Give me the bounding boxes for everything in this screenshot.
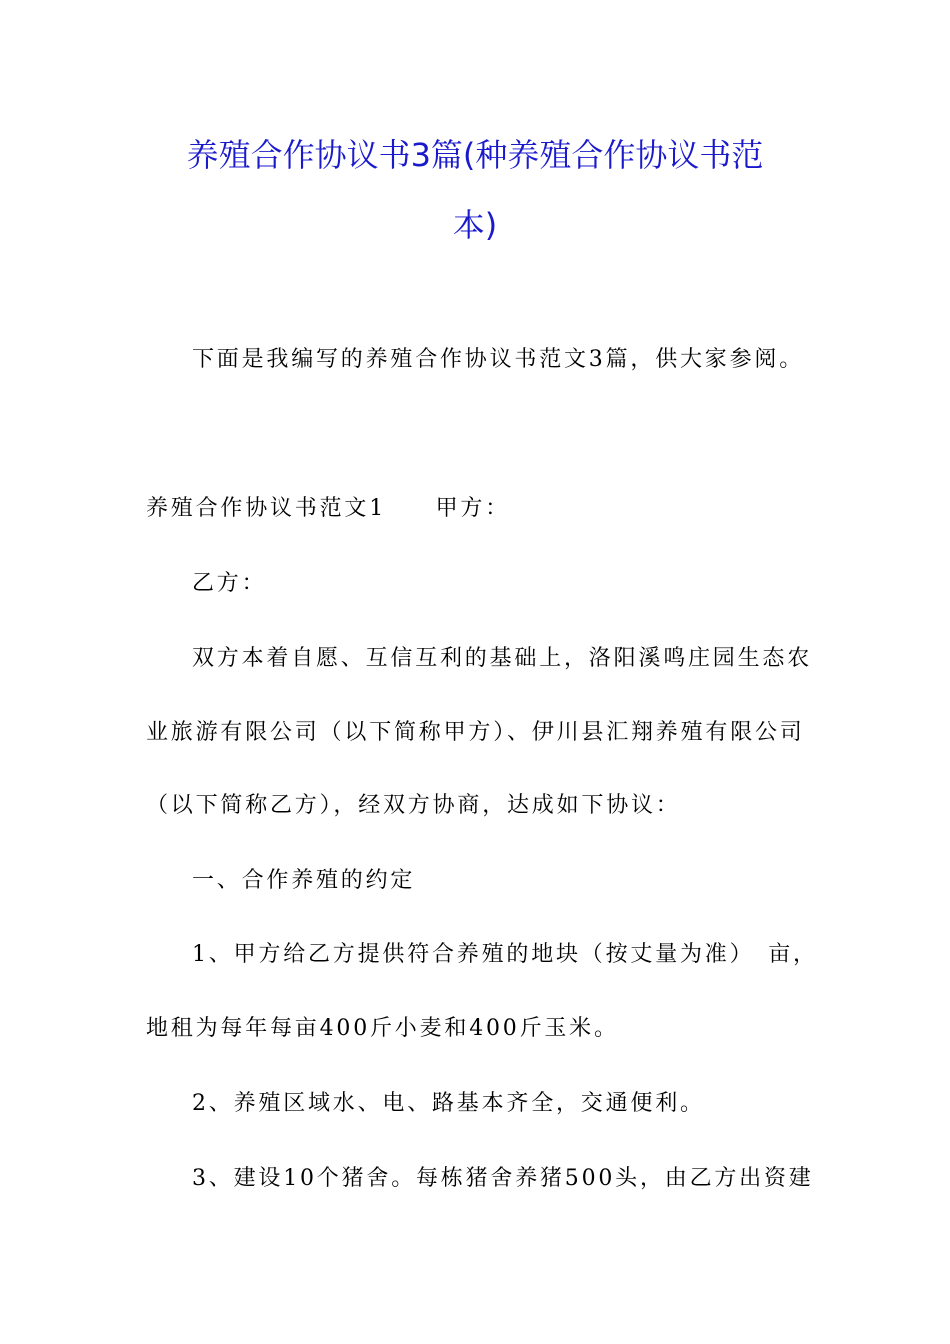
- clause-item-2: 2、养殖区域水、电、路基本齐全，交通便利。: [192, 1091, 705, 1116]
- body-line: （以下简称乙方），经双方协商，达成如下协议：: [146, 793, 681, 818]
- intro-paragraph: 下面是我编写的养殖合作协议书范文3篇，供大家参阅。: [192, 347, 804, 372]
- clause-item-3: 3、建设10个猪舍。每栋猪舍养猪500头，由乙方出资建: [192, 1166, 814, 1191]
- party-b-line: 乙方：: [192, 571, 267, 596]
- document-title-line-2: 本): [452, 206, 498, 244]
- section-heading-sample-1: 养殖合作协议书范文1 甲方：: [146, 496, 510, 521]
- clause-heading: 一、合作养殖的约定: [192, 868, 416, 893]
- body-line: 双方本着自愿、互信互利的基础上，洛阳溪鸣庄园生态农: [192, 646, 813, 671]
- body-line: 业旅游有限公司（以下简称甲方）、伊川县汇翔养殖有限公司: [146, 720, 805, 745]
- clause-item-1-continued: 地租为每年每亩400斤小麦和400斤玉米。: [146, 1016, 619, 1041]
- document-title-line-1: 养殖合作协议书3篇(种养殖合作协议书范: [186, 136, 764, 174]
- clause-item-1: 1、甲方给乙方提供符合养殖的地块（按丈量为准） 亩，: [192, 942, 818, 967]
